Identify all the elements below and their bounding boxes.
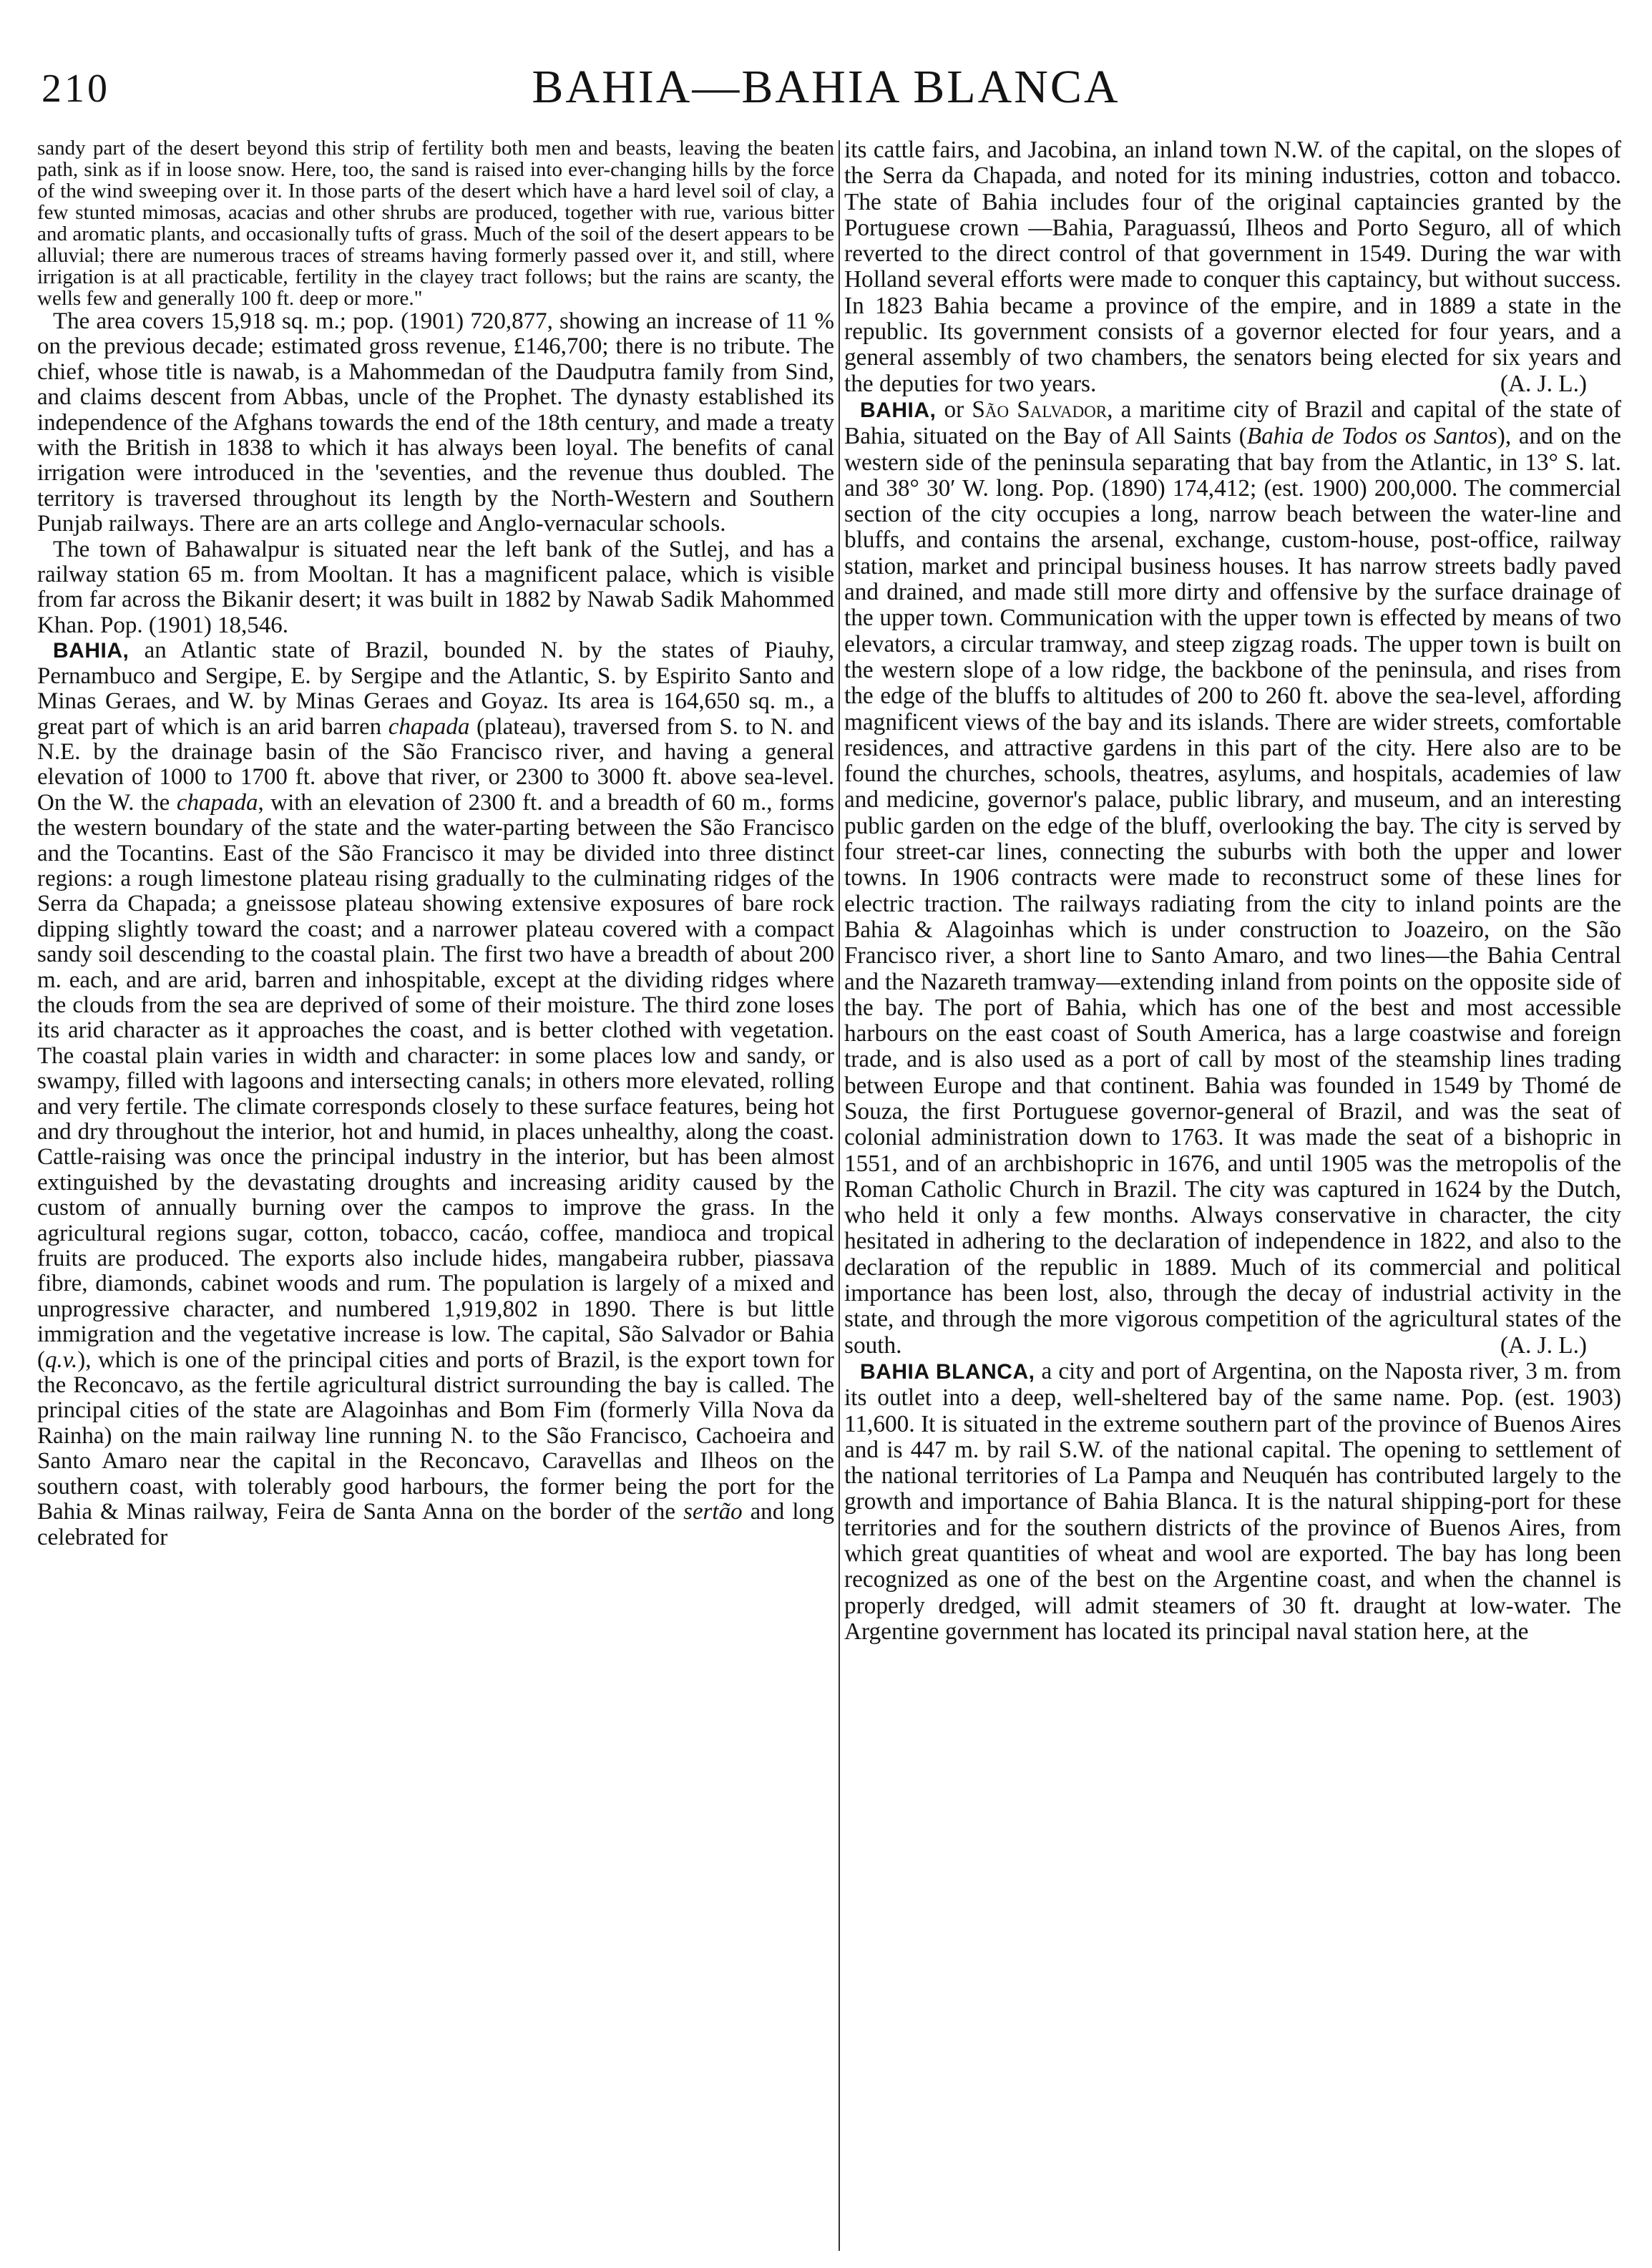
bahia-city-text-3: ), and on the western side of the peninsula separating that bay from the Atlantic, in 13° S. lat. and 38° 30′ W. long. Pop. (1890) 174,412; (est. 1900) 200,000. The commercial section of the city occupies a long, narrow beach between the water-line and bluffs, and contains the arsenal, exchange, custom-house, post-office, railway station, market and principal business houses. It has narrow streets badly paved and drained, and made still more dirty and offensive by the surface drainage of the upper town. Communication with the upper town is effected by means of two elevators, a circular tramway, and steep zigzag roads. The upper town is built on the western slope of a low ridge, the backbone of the peninsula, and rises from the edge of the bluffs to altitudes of 200 to 260 ft. above the sea-level, affording magnificent views of the bay and its islands. There are wider streets, comfortable residences, and attractive gardens in this part of the city. Here also are to be found the churches, schools, theatres, asylums, and hospitals, academies of law and medicine, governor's palace, public library, and museum, and an interesting public garden on the edge of the bluff, overlooking the bay. The city is served by four street-car lines, connecting the suburbs with both the upper and lower towns. In 1906 contracts were made to reconstruct some of these lines for electric traction. The railways radiating from the city to inland points are the Bahia & Alagoinhas which is under construction to Joazeiro, on the São Francisco river, a short line to Santo Amaro, and two lines—the Bahia Central and the Nazareth tramway—extending inland from points on the opposite side of the bay. The port of Bahia, which has one of the best and most accessible harbours on the east coast of South America, has a large coastwise and foreign trade, and is also used as a port of call by most of the steamship lines trading between Europe and that continent. Bahia was founded in 1549 by Thomé de Souza, the first Portuguese governor-general of Brazil, and was the seat of colonial administration down to 1763. It was made the seat of a bishopric in 1551, and of an archbishopric in 1676, and until 1905 was the metropolis of the Roman Catholic Church in Brazil. The city was captured in 1624 by the Dutch, who held it only a few months. Always conservative in character, the city hesitated in adhering to the declaration of independence in 1822, and also to the declaration of the republic in 1889. Much of its commercial and political importance has been lost, also, through the decay of industrial activity in the state, and through the more vigorous competition of the agricultural states of the south. [844,423,1621,1359]
bahia-state-text-3: , with an elevation of 2300 ft. and a breadth of 60 m., forms the western boundary of the state and the water-parting between the São Francisco and the Tocantins. East of the São Francisco it may be divided into three distinct regions: a rough limestone plateau rising gradually to the culminating ridges of the Serra da Chapada; a gneissose plateau showing extensive exposures of bare rock dipping slightly toward the coast; and a narrower plateau covered with a compact sandy soil descending to the coastal plain. The first two have a breadth of about 200 m. each, and are arid, barren and inhospitable, except at the dividing ridges where the clouds from the sea are deprived of some of their moisture. The third zone loses its arid character as it approaches the coast, and is better clothed with vegetation. The coastal plain varies in width and character: in some places low and sandy, or swampy, filled with lagoons and intersecting canals; in others more elevated, rolling and very fertile. The climate corresponds closely to these surface features, being hot and dry throughout the interior, hot and humid, in places unhealthy, along the coast. Cattle-raising was once the principal industry in the interior, but has been almost extinguished by the devastating droughts and increasing aridity caused by the custom of annually burning over the campos to improve the grass. In the agricultural regions sugar, cotton, tobacco, cacáo, coffee, mandioca and tropical fruits are produced. The exports also include hides, mangabeira rubber, piassava fibre, diamonds, cabinet woods and rum. The population is largely of a mixed and unprogressive character, and numbered 1,919,802 in 1890. There is but little immigration and the vegetative increase is low. The capital, São Salvador or Bahia ( [37,789,834,1373]
town-paragraph: The town of Bahawalpur is situated near the left bank of the Sutlej, and has a railway station 65 m. from Mooltan. It has a magnificent palace, which is visible from far across the Bikanir desert; it was built in 1882 by Nawab Sadik Mahommed Khan. Pop. (1901) 18,546. [37,536,834,638]
bahia-state-italic-1: chapada [388,713,470,740]
bahia-city-text-2: , a maritime city of Brazil and capital of the state of Bahia, situated on the Bay of All Saints ( [844,396,1621,450]
bahia-city-headword: BAHIA, [860,398,937,422]
bahia-blanca-article [844,1359,1621,1645]
bahia-state-text-4: ), which is one of the principal cities and ports of Brazil, is the export town for the Reconcavo, as the fertile agricultural district surrounding the bay is called. The principal cities of the state are Alagoinhas and Bom Fim (formerly Villa Nova da Rainha) on the main railway line running N. to the São Francisco, Cachoeira and Santo Amaro near the capital in the Reconcavo, Caravellas and Ilheos on the southern coast, with tolerably good harbours, the former being the port for the Bahia & Minas railway, Feira de Santa Anna on the border of the [37,1346,834,1525]
bahia-blanca-headword: BAHIA BLANCA, [860,1359,1035,1384]
bahia-city-signature: (A. J. L.) [1500,1331,1587,1359]
bahia-blanca-text: a city and port of Argentina, on the Naposta river, 3 m. from its outlet into a deep, well-sheltered bay of the same name. Pop. (est. 1903) 11,600. It is situated in the extreme southern part of the province of Buenos Aires and is 447 m. by rail S.W. of the national capital. The opening to settlement of the national territories of La Pampa and Neuquén has contributed largely to the growth and importance of Bahia Blanca. It is the natural shipping-port for these territories and for the southern districts of the province of Buenos Aires, from which great quantities of wheat and wool are exported. The bay has long been recognized as one of the best on the Argentine coast, and when the channel is properly dredged, will admit steamers of 30 ft. draught at low-water. The Argentine government has located its principal naval station here, at the [844,1357,1621,1645]
bahia-city-smallcaps-1: São Salvador [972,396,1108,423]
bahia-state-headword: BAHIA, [53,639,129,663]
left-column [37,137,834,2255]
quote-continuation: sandy part of the desert beyond this strip of fertility both men and beasts, leaving the beaten path, sink as if in loose snow. Here, too, the sand is raised into ever-changing hills by the force of the wind sweeping over it. In those parts of the desert which have a hard level soil of clay, a few stunted mimosas, acacias and other shrubs are produced, together with rue, various bitter and aromatic plants, and occasionally tufts of grass. Much of the soil of the desert appears to be alluvial; there are numerous traces of streams having formerly passed over it, and still, where irrigation is at all practicable, fertility in the clayey tract follows; but the rains are scanty, the wells few and generally 100 ft. deep or more." [37,137,834,310]
bahia-city-text-1: or [936,396,972,423]
bahia-state-italic-3: q.v. [45,1346,78,1373]
column-divider [839,140,840,2251]
bahia-state-article [37,638,834,1550]
bahia-state-text-2: (plateau), traversed from S. to N. and N.E. by the drainage basin of the São Francisco river, and having a general elevation of 1000 to 1700 ft. above that river, or 2300 to 3000 ft. above sea-level. On the W. the [37,713,834,816]
bahia-city-italic-1: Bahia de Todos os Santos [1246,423,1497,450]
running-title: BAHIA—BAHIA BLANCA [532,61,1120,113]
bahia-state-italic-2: chapada [176,789,258,816]
bahia-state-text-1: an Atlantic state of Brazil, bounded N. by the states of Piauhy, Pernambuco and Sergipe, E. by Sergipe and the Atlantic, S. by Espirito Santo and Minas Geraes, and W. by Minas Geraes and Goyaz. Its area is 164,650 sq. m., a great part of which is an arid barren [37,637,834,740]
bahia-city-article [844,397,1621,1359]
right-column [844,137,1621,2255]
state-signature: (A. J. L.) [1500,370,1587,397]
state-continuation [844,137,1621,397]
state-continuation-text: its cattle fairs, and Jacobina, an inland town N.W. of the capital, on the slopes of the Serra da Chapada, and noted for its mining industries, cotton and tobacco. The state of Bahia includes four of the original captaincies granted by the Portuguese crown —Bahia, Paraguassú, Ilheos and Porto Seguro, all of which reverted to the direct control of that government in 1549. During the war with Holland several efforts were made to conquer this captaincy, but without success. In 1823 Bahia became a province of the empire, and in 1889 a state in the republic. Its government consists of a governor elected for four years, and a general assembly of two chambers, the senators being elected for six years and the deputies for two years. [844,137,1621,397]
page-number: 210 [41,67,110,111]
bahia-state-text-5: and long celebrated for [37,1499,834,1550]
area-paragraph: The area covers 15,918 sq. m.; pop. (1901) 720,877, showing an increase of 11 % on the previous decade; estimated gross revenue, £146,700; there is no tribute. The chief, whose title is nawab, is a Mahommedan of the Daudputra family from Sind, and claims descent from Abbas, uncle of the Prophet. The dynasty established its independence of the Afghans towards the end of the 18th century, and made a treaty with the British in 1838 to which it has always been loyal. The benefits of canal irrigation were introduced in the 'seventies, and the revenue thus doubled. The territory is traversed throughout its length by the North-Western and Southern Punjab railways. There are an arts college and Anglo-vernacular schools. [37,308,834,537]
bahia-state-italic-4: sertão [683,1499,743,1525]
